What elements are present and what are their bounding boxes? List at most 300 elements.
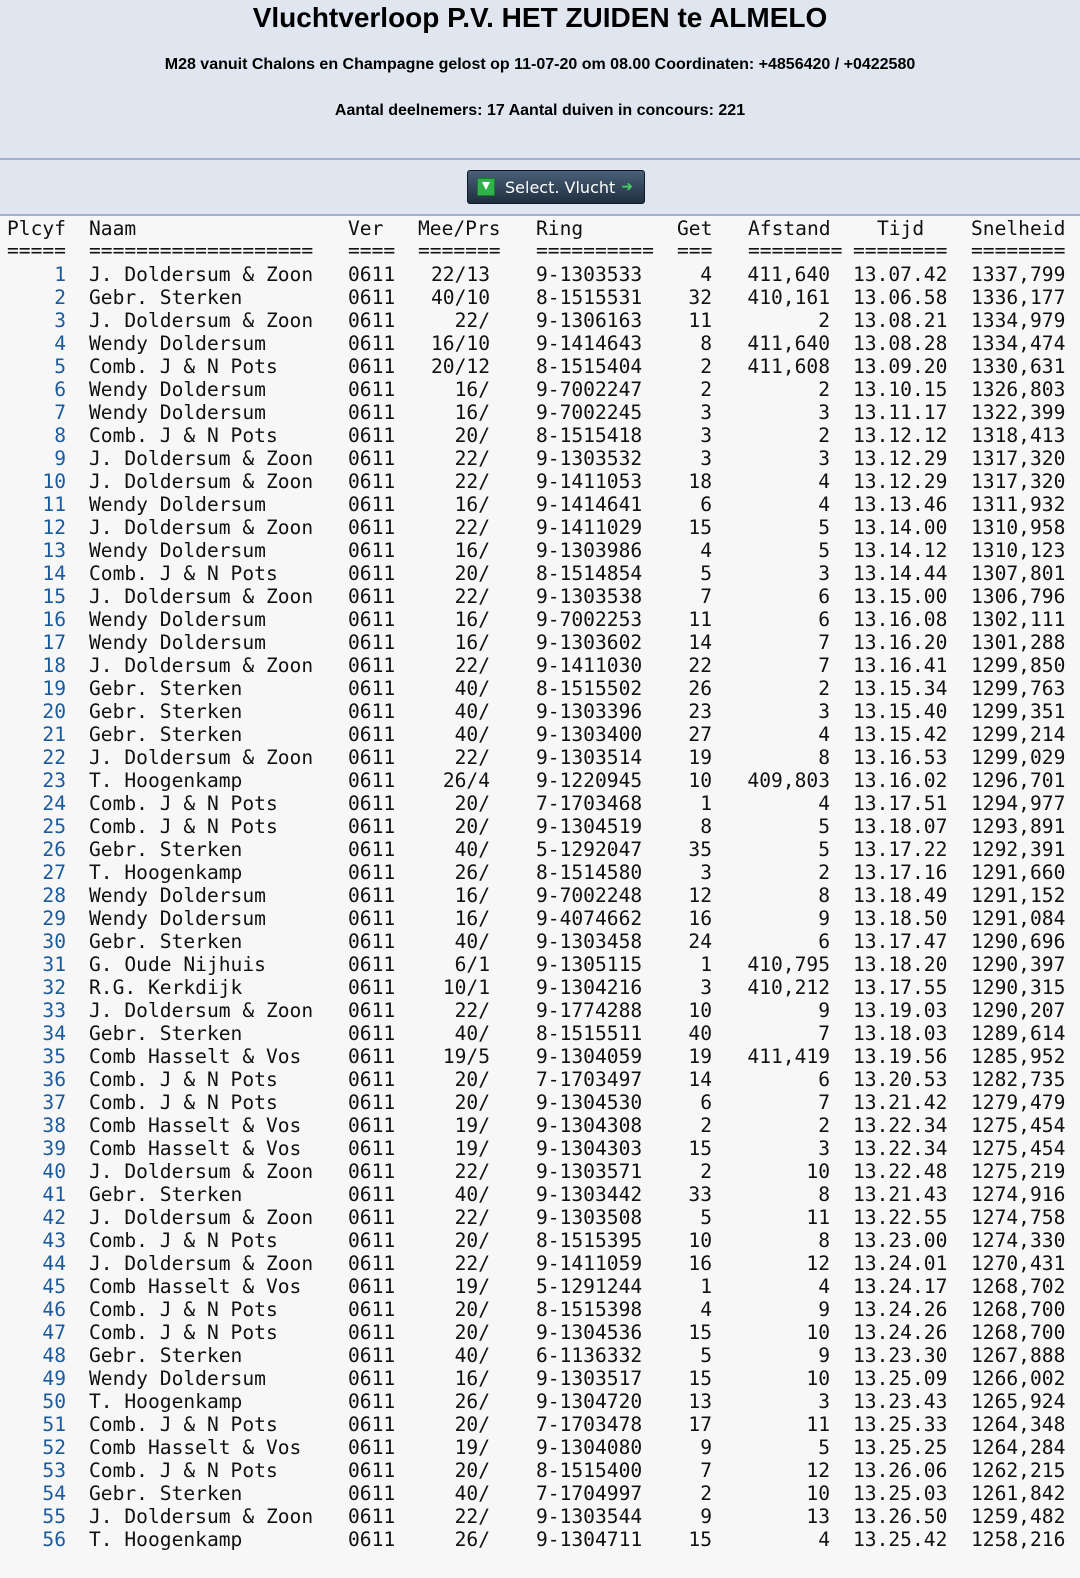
cell-ring: 9-1303986 <box>536 539 643 562</box>
cell-afstand: 12 <box>806 1252 830 1275</box>
cell-tijd: 13.17.51 <box>853 792 948 815</box>
cell-afstand: 6 <box>818 608 830 631</box>
cell-name: Comb Hasselt & Vos <box>89 1114 302 1137</box>
cell-snelheid: 1268,702 <box>971 1275 1066 1298</box>
cell-afstand: 4 <box>818 792 830 815</box>
cell-place: 23 <box>42 769 66 792</box>
cell-name: Comb. J & N Pots <box>89 1321 278 1344</box>
cell-name: T. Hoogenkamp <box>89 769 243 792</box>
cell-name: Gebr. Sterken <box>89 838 243 861</box>
table-row <box>0 470 1080 493</box>
cell-tijd: 13.18.49 <box>853 884 948 907</box>
cell-place: 26 <box>42 838 66 861</box>
cell-get: 15 <box>688 1367 712 1390</box>
cell-get: 10 <box>688 1229 712 1252</box>
cell-snelheid: ======== <box>971 239 1066 262</box>
cell-mee-prs: 16/ <box>454 493 490 516</box>
cell-get: 19 <box>688 746 712 769</box>
cell-afstand: 13 <box>806 1505 830 1528</box>
cell-afstand: 5 <box>818 1436 830 1459</box>
cell-ring: 9-7002245 <box>536 401 643 424</box>
cell-snelheid: 1275,454 <box>971 1137 1066 1160</box>
table-row <box>0 999 1080 1022</box>
cell-name: Comb. J & N Pots <box>89 355 278 378</box>
cell-get: 3 <box>700 976 712 999</box>
cell-place: 56 <box>42 1528 66 1551</box>
cell-ver: 0611 <box>348 447 396 470</box>
cell-get: 15 <box>688 1528 712 1551</box>
cell-tijd: 13.14.00 <box>853 516 948 539</box>
cell-ring: 8-1515395 <box>536 1229 643 1252</box>
cell-name: Gebr. Sterken <box>89 723 243 746</box>
cell-ver: 0611 <box>348 470 396 493</box>
cell-tijd: 13.22.55 <box>853 1206 948 1229</box>
cell-tijd: 13.23.30 <box>853 1344 948 1367</box>
cell-tijd: 13.15.42 <box>853 723 948 746</box>
cell-ring: 9-1303508 <box>536 1206 643 1229</box>
cell-get: 7 <box>700 585 712 608</box>
cell-tijd: 13.18.50 <box>853 907 948 930</box>
cell-snelheid: 1264,284 <box>971 1436 1066 1459</box>
cell-name: Gebr. Sterken <box>89 1022 243 1045</box>
cell-mee-prs: 22/ <box>454 1252 490 1275</box>
cell-mee-prs: 22/ <box>454 1505 490 1528</box>
cell-ver: 0611 <box>348 1114 396 1137</box>
cell-mee-prs: 16/ <box>454 608 490 631</box>
cell-mee-prs: 20/ <box>454 562 490 585</box>
cell-ver: 0611 <box>348 976 396 999</box>
cell-name: Comb. J & N Pots <box>89 815 278 838</box>
cell-ring: 8-1515511 <box>536 1022 643 1045</box>
cell-get: 12 <box>688 884 712 907</box>
cell-get: 35 <box>688 838 712 861</box>
cell-ring: 7-1704997 <box>536 1482 643 1505</box>
cell-name: Comb Hasselt & Vos <box>89 1137 302 1160</box>
cell-ver: 0611 <box>348 1436 396 1459</box>
cell-place: 31 <box>42 953 66 976</box>
cell-afstand: 7 <box>818 1091 830 1114</box>
cell-place: 19 <box>42 677 66 700</box>
cell-snelheid: 1282,735 <box>971 1068 1066 1091</box>
cell-afstand: 2 <box>818 861 830 884</box>
cell-snelheid: 1274,330 <box>971 1229 1066 1252</box>
table-row <box>0 1321 1080 1344</box>
cell-snelheid: 1290,397 <box>971 953 1066 976</box>
cell-tijd: 13.22.34 <box>853 1114 948 1137</box>
cell-snelheid: 1290,207 <box>971 999 1066 1022</box>
cell-afstand: 4 <box>818 1528 830 1551</box>
cell-ring: 6-1136332 <box>536 1344 643 1367</box>
cell-ring: 9-1774288 <box>536 999 643 1022</box>
cell-mee-prs: ======= <box>418 239 501 262</box>
cell-afstand: 411,419 <box>747 1045 830 1068</box>
table-row <box>0 447 1080 470</box>
cell-afstand: 9 <box>818 1298 830 1321</box>
cell-ring: 8-1515400 <box>536 1459 643 1482</box>
cell-name: Gebr. Sterken <box>89 930 243 953</box>
cell-get: 18 <box>688 470 712 493</box>
cell-place: 50 <box>42 1390 66 1413</box>
cell-ring: 9-1304536 <box>536 1321 643 1344</box>
cell-name: Comb. J & N Pots <box>89 1091 278 1114</box>
cell-name: J. Doldersum & Zoon <box>89 1505 314 1528</box>
cell-ver: 0611 <box>348 1183 396 1206</box>
cell-tijd: 13.17.22 <box>853 838 948 861</box>
table-row <box>0 286 1080 309</box>
cell-place: 40 <box>42 1160 66 1183</box>
cell-place: 55 <box>42 1505 66 1528</box>
cell-mee-prs: 10/1 <box>442 976 490 999</box>
cell-ver: 0611 <box>348 286 396 309</box>
cell-mee-prs: 26/4 <box>442 769 490 792</box>
cell-ring: 8-1515418 <box>536 424 643 447</box>
cell-afstand: 2 <box>818 1114 830 1137</box>
cell-ver: 0611 <box>348 1298 396 1321</box>
cell-place: 13 <box>42 539 66 562</box>
cell-mee-prs: 6/1 <box>454 953 490 976</box>
cell-tijd: 13.06.58 <box>853 286 948 309</box>
cell-ring: ========== <box>536 239 654 262</box>
cell-ring: 9-1303544 <box>536 1505 643 1528</box>
table-row <box>0 1068 1080 1091</box>
cell-snelheid: 1318,413 <box>971 424 1066 447</box>
cell-tijd: 13.12.12 <box>853 424 948 447</box>
cell-snelheid: 1311,932 <box>971 493 1066 516</box>
cell-place: 15 <box>42 585 66 608</box>
cell-snelheid: 1301,288 <box>971 631 1066 654</box>
cell-name: J. Doldersum & Zoon <box>89 999 314 1022</box>
cell-name: Wendy Doldersum <box>89 332 266 355</box>
select-flight-button[interactable] <box>467 170 645 204</box>
cell-ver: 0611 <box>348 631 396 654</box>
cell-afstand: 411,608 <box>747 355 830 378</box>
cell-name: Comb. J & N Pots <box>89 562 278 585</box>
cell-ring: 9-1303458 <box>536 930 643 953</box>
cell-afstand: 10 <box>806 1367 830 1390</box>
cell-mee-prs: 19/ <box>454 1137 490 1160</box>
cell-mee-prs: 16/ <box>454 539 490 562</box>
cell-mee-prs: 20/ <box>454 1413 490 1436</box>
cell-ver: 0611 <box>348 1321 396 1344</box>
cell-place: 36 <box>42 1068 66 1091</box>
cell-snelheid: 1322,399 <box>971 401 1066 424</box>
cell-ver: 0611 <box>348 815 396 838</box>
cell-ring: 9-1306163 <box>536 309 643 332</box>
cell-tijd: 13.20.53 <box>853 1068 948 1091</box>
cell-get: 4 <box>700 263 712 286</box>
cell-get: 8 <box>700 332 712 355</box>
cell-afstand: 2 <box>818 309 830 332</box>
cell-get: 1 <box>700 953 712 976</box>
cell-name: Gebr. Sterken <box>89 700 243 723</box>
cell-ver: 0611 <box>348 378 396 401</box>
cell-get: 3 <box>700 424 712 447</box>
cell-mee-prs: 16/ <box>454 884 490 907</box>
cell-get: 10 <box>688 999 712 1022</box>
cell-snelheid: 1275,219 <box>971 1160 1066 1183</box>
cell-get: 4 <box>700 539 712 562</box>
cell-ver: 0611 <box>348 654 396 677</box>
cell-ver: 0611 <box>348 1367 396 1390</box>
cell-place: 17 <box>42 631 66 654</box>
cell-get: 17 <box>688 1413 712 1436</box>
cell-afstand: 12 <box>806 1459 830 1482</box>
table-row <box>0 1091 1080 1114</box>
cell-ver: 0611 <box>348 424 396 447</box>
cell-name: J. Doldersum & Zoon <box>89 654 314 677</box>
cell-mee-prs: 20/ <box>454 1091 490 1114</box>
cell-place: ===== <box>7 239 66 262</box>
table-separator <box>0 239 1080 262</box>
cell-ver: 0611 <box>348 1344 396 1367</box>
cell-afstand: 9 <box>818 1344 830 1367</box>
cell-afstand: 8 <box>818 884 830 907</box>
cell-tijd: 13.10.15 <box>853 378 948 401</box>
cell-snelheid: 1279,479 <box>971 1091 1066 1114</box>
table-row <box>0 1183 1080 1206</box>
cell-tijd: ======== <box>853 239 948 262</box>
cell-name: T. Hoogenkamp <box>89 1390 243 1413</box>
table-row <box>0 792 1080 815</box>
cell-get: === <box>677 239 713 262</box>
cell-afstand: 7 <box>818 1022 830 1045</box>
cell-snelheid: 1293,891 <box>971 815 1066 838</box>
table-row <box>0 1390 1080 1413</box>
cell-snelheid: 1299,850 <box>971 654 1066 677</box>
cell-snelheid: 1296,701 <box>971 769 1066 792</box>
cell-name: Wendy Doldersum <box>89 401 266 424</box>
cell-ver: 0611 <box>348 1022 396 1045</box>
cell-mee-prs: 40/ <box>454 723 490 746</box>
cell-name: J. Doldersum & Zoon <box>89 470 314 493</box>
cell-tijd: 13.17.47 <box>853 930 948 953</box>
cell-ring: 7-1703478 <box>536 1413 643 1436</box>
cell-mee-prs: 20/ <box>454 424 490 447</box>
cell-name: Comb Hasselt & Vos <box>89 1045 302 1068</box>
cell-get: 7 <box>700 1459 712 1482</box>
cell-ring: 9-1411029 <box>536 516 643 539</box>
cell-place: 7 <box>54 401 66 424</box>
cell-mee-prs: 22/ <box>454 654 490 677</box>
cell-get: 26 <box>688 677 712 700</box>
cell-snelheid: 1337,799 <box>971 263 1066 286</box>
cell-name: Comb Hasselt & Vos <box>89 1275 302 1298</box>
cell-place: 20 <box>42 700 66 723</box>
cell-tijd: 13.26.50 <box>853 1505 948 1528</box>
cell-place: 25 <box>42 815 66 838</box>
cell-get: 5 <box>700 562 712 585</box>
cell-place: 5 <box>54 355 66 378</box>
cell-place: 42 <box>42 1206 66 1229</box>
cell-ver: 0611 <box>348 723 396 746</box>
cell-mee-prs: 20/12 <box>431 355 490 378</box>
cell-ring: 9-1411059 <box>536 1252 643 1275</box>
cell-ver: 0611 <box>348 309 396 332</box>
cell-mee-prs: 20/ <box>454 1229 490 1252</box>
cell-afstand: 7 <box>818 654 830 677</box>
cell-ring: 5-1292047 <box>536 838 643 861</box>
cell-tijd: Tijd <box>877 217 925 240</box>
table-row <box>0 1344 1080 1367</box>
cell-snelheid: 1294,977 <box>971 792 1066 815</box>
cell-place: 3 <box>54 309 66 332</box>
cell-snelheid: 1268,700 <box>971 1298 1066 1321</box>
cell-tijd: 13.16.08 <box>853 608 948 631</box>
cell-get: 15 <box>688 516 712 539</box>
cell-mee-prs: 22/ <box>454 309 490 332</box>
cell-get: 16 <box>688 1252 712 1275</box>
cell-get: 13 <box>688 1390 712 1413</box>
cell-ver: 0611 <box>348 1091 396 1114</box>
cell-place: 46 <box>42 1298 66 1321</box>
cell-name: Wendy Doldersum <box>89 608 266 631</box>
cell-ring: 9-7002247 <box>536 378 643 401</box>
cell-tijd: 13.07.42 <box>853 263 948 286</box>
cell-get: 2 <box>700 1160 712 1183</box>
table-row <box>0 930 1080 953</box>
table-row <box>0 1459 1080 1482</box>
table-row <box>0 838 1080 861</box>
page-header <box>0 0 1080 160</box>
cell-place: 22 <box>42 746 66 769</box>
cell-ver: 0611 <box>348 1505 396 1528</box>
cell-tijd: 13.21.42 <box>853 1091 948 1114</box>
table-row <box>0 1045 1080 1068</box>
cell-place: 48 <box>42 1344 66 1367</box>
cell-name: J. Doldersum & Zoon <box>89 309 314 332</box>
cell-get: 24 <box>688 930 712 953</box>
cell-afstand: 2 <box>818 378 830 401</box>
cell-get: 15 <box>688 1137 712 1160</box>
cell-name: Gebr. Sterken <box>89 1344 243 1367</box>
cell-snelheid: 1274,758 <box>971 1206 1066 1229</box>
cell-place: 9 <box>54 447 66 470</box>
cell-mee-prs: 22/ <box>454 999 490 1022</box>
cell-mee-prs: 40/ <box>454 930 490 953</box>
cell-place: 51 <box>42 1413 66 1436</box>
cell-mee-prs: 26/ <box>454 1528 490 1551</box>
cell-afstand: Afstand <box>748 217 831 240</box>
cell-tijd: 13.25.09 <box>853 1367 948 1390</box>
cell-ring: 8-1515398 <box>536 1298 643 1321</box>
participants-info: Aantal deelnemers: 17 Aantal duiven in concours: 221 <box>334 102 746 119</box>
cell-snelheid: 1266,002 <box>971 1367 1066 1390</box>
cell-get: 14 <box>688 1068 712 1091</box>
cell-afstand: 3 <box>818 447 830 470</box>
cell-snelheid: 1268,700 <box>971 1321 1066 1344</box>
cell-afstand: 10 <box>806 1160 830 1183</box>
cell-ring: 9-1304720 <box>536 1390 643 1413</box>
cell-place: 32 <box>42 976 66 999</box>
cell-ver: ==== <box>348 239 396 262</box>
cell-snelheid: 1306,796 <box>971 585 1066 608</box>
cell-tijd: 13.12.29 <box>853 470 948 493</box>
cell-get: 15 <box>688 1321 712 1344</box>
cell-snelheid: 1265,924 <box>971 1390 1066 1413</box>
table-row <box>0 1482 1080 1505</box>
cell-get: 1 <box>700 792 712 815</box>
cell-ver: 0611 <box>348 539 396 562</box>
cell-get: 22 <box>688 654 712 677</box>
table-row <box>0 1206 1080 1229</box>
cell-place: 18 <box>42 654 66 677</box>
cell-ver: 0611 <box>348 355 396 378</box>
cell-place: 35 <box>42 1045 66 1068</box>
table-row <box>0 1275 1080 1298</box>
cell-get: 9 <box>700 1505 712 1528</box>
cell-snelheid: 1274,916 <box>971 1183 1066 1206</box>
cell-mee-prs: 40/ <box>454 838 490 861</box>
cell-name: Comb. J & N Pots <box>89 1459 278 1482</box>
cell-snelheid: 1291,152 <box>971 884 1066 907</box>
cell-name: R.G. Kerkdijk <box>89 976 243 999</box>
table-row <box>0 539 1080 562</box>
cell-ring: 8-1514580 <box>536 861 643 884</box>
cell-ver: 0611 <box>348 838 396 861</box>
table-row <box>0 907 1080 930</box>
cell-afstand: ======== <box>748 239 843 262</box>
cell-mee-prs: 26/ <box>454 1390 490 1413</box>
cell-afstand: 11 <box>806 1413 830 1436</box>
cell-mee-prs: 19/ <box>454 1114 490 1137</box>
cell-tijd: 13.18.03 <box>853 1022 948 1045</box>
cell-afstand: 2 <box>818 424 830 447</box>
cell-ver: 0611 <box>348 1275 396 1298</box>
cell-ring: 9-1305115 <box>536 953 643 976</box>
cell-ver: 0611 <box>348 562 396 585</box>
cell-get: 5 <box>700 1206 712 1229</box>
cell-ver: 0611 <box>348 792 396 815</box>
table-row <box>0 562 1080 585</box>
table-row <box>0 378 1080 401</box>
cell-ring: 9-1304059 <box>536 1045 643 1068</box>
cell-ver: 0611 <box>348 401 396 424</box>
cell-afstand: 411,640 <box>747 332 830 355</box>
cell-ring: 5-1291244 <box>536 1275 643 1298</box>
cell-snelheid: 1334,474 <box>971 332 1066 355</box>
table-row <box>0 516 1080 539</box>
cell-ring: 9-1304216 <box>536 976 643 999</box>
cell-tijd: 13.25.42 <box>853 1528 948 1551</box>
cell-tijd: 13.15.40 <box>853 700 948 723</box>
cell-place: 47 <box>42 1321 66 1344</box>
cell-get: 10 <box>688 769 712 792</box>
cell-ring: 8-1515404 <box>536 355 643 378</box>
cell-name: Comb Hasselt & Vos <box>89 1436 302 1459</box>
cell-afstand: 4 <box>818 723 830 746</box>
cell-name: Comb. J & N Pots <box>89 1229 278 1252</box>
cell-place: 10 <box>42 470 66 493</box>
table-row <box>0 815 1080 838</box>
cell-get: Get <box>677 217 713 240</box>
cell-tijd: 13.11.17 <box>853 401 948 424</box>
cell-afstand: 10 <box>806 1482 830 1505</box>
cell-place: 12 <box>42 516 66 539</box>
cell-mee-prs: 22/ <box>454 1206 490 1229</box>
cell-ver: 0611 <box>348 1229 396 1252</box>
cell-ver: 0611 <box>348 677 396 700</box>
cell-mee-prs: 26/ <box>454 861 490 884</box>
cell-name: J. Doldersum & Zoon <box>89 1206 314 1229</box>
cell-afstand: 3 <box>818 700 830 723</box>
cell-place: 41 <box>42 1183 66 1206</box>
cell-afstand: 4 <box>818 493 830 516</box>
cell-tijd: 13.22.34 <box>853 1137 948 1160</box>
cell-snelheid: 1334,979 <box>971 309 1066 332</box>
cell-tijd: 13.09.20 <box>853 355 948 378</box>
cell-mee-prs: 19/5 <box>442 1045 490 1068</box>
cell-snelheid: 1262,215 <box>971 1459 1066 1482</box>
